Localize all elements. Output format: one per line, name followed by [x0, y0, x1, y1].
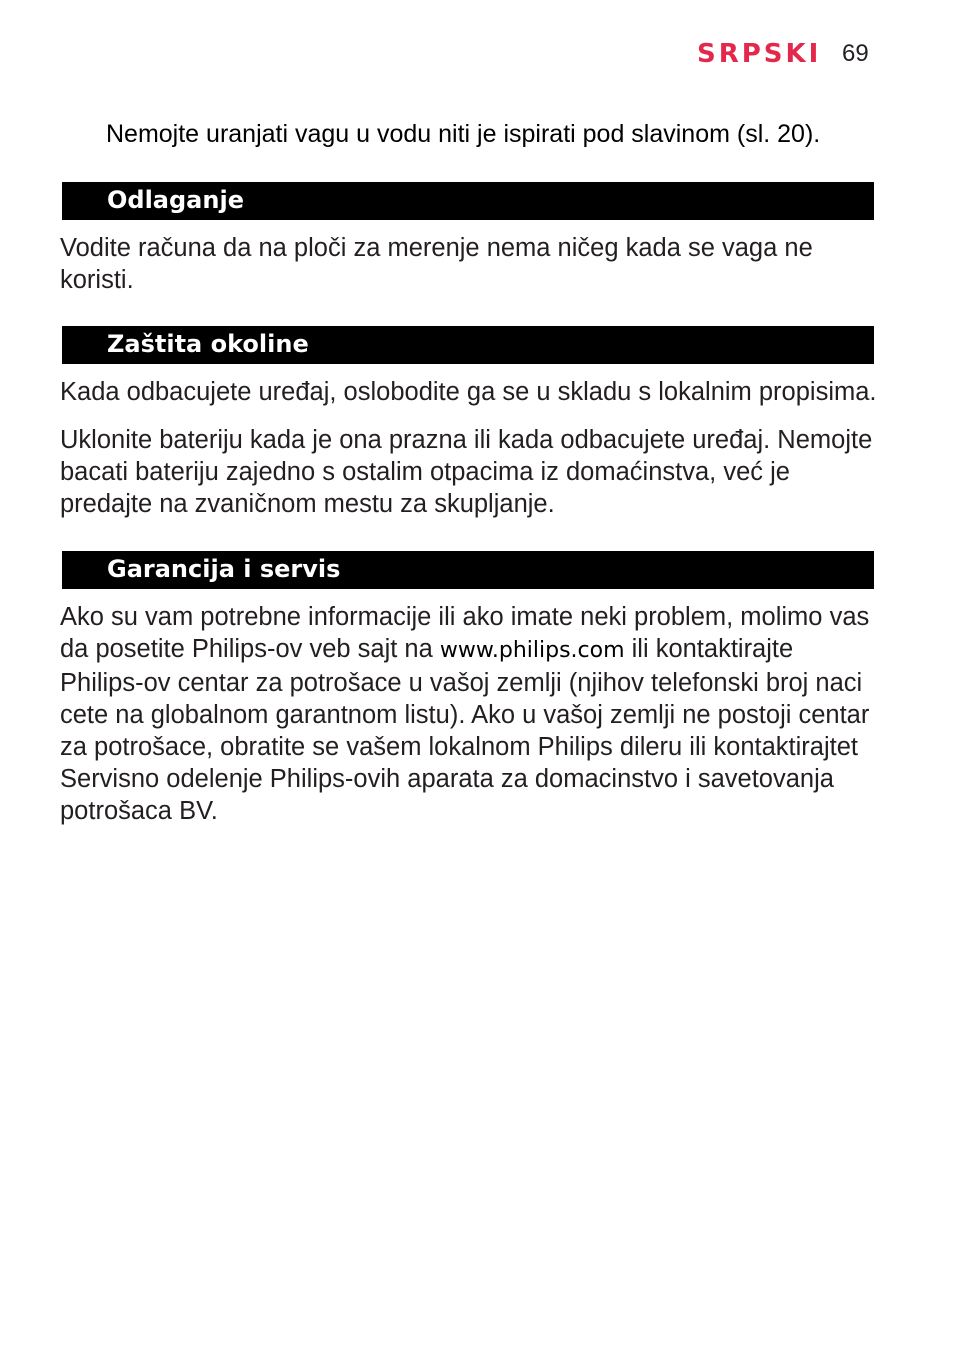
warranty-text-start: Ako su vam potrebne informacije ili ako imate neki problem, molimo vas da posetite Philips-ov veb sajt na [60, 603, 870, 663]
warranty-paragraph [60, 601, 880, 827]
disposal-paragraph: Vodite računa da na ploči za merenje nema ničeg kada se vaga ne koristi. [60, 234, 813, 294]
section-heading-disposal-bar [62, 182, 874, 220]
philips-website-link[interactable]: www.philips.com [439, 638, 625, 663]
section-heading-warranty: Garancija i servis [107, 555, 341, 583]
section-heading-environment: Zaštita okoline [107, 330, 309, 358]
page-number: 69 [842, 40, 869, 67]
section-heading-disposal: Odlaganje [107, 186, 244, 214]
language-label: SRPSKI [697, 39, 822, 69]
section-heading-environment-bar [62, 326, 874, 364]
section-heading-warranty-bar [62, 551, 874, 589]
environment-paragraph-1: Kada odbacujete uređaj, oslobodite ga se u skladu s lokalnim propisima. [60, 378, 877, 406]
cleaning-note: Nemojte uranjati vagu u vodu niti je ispirati pod slavinom (sl. 20). [106, 120, 821, 148]
warranty-text-end: ili kontaktirajte Philips-ov centar za potrošace u vašoj zemlji (njihov telefonski broj naci cete na globalnom garantnom listu). Ako u vašoj zemlji ne postoji centar za potrošace, obratite se vašem lokalnom Philips dileru ili kontaktirajtet Servisno odelenje Philips-ovih aparata za domacinstvo i savetovanja potrošaca BV. [60, 635, 870, 825]
environment-paragraph-2: Uklonite bateriju kada je ona prazna ili kada odbacujete uređaj. Nemojte bacati bateriju zajedno s ostalim otpacima iz domaćinstva, već je predajte na zvaničnom mestu za skupljanje. [60, 426, 873, 518]
